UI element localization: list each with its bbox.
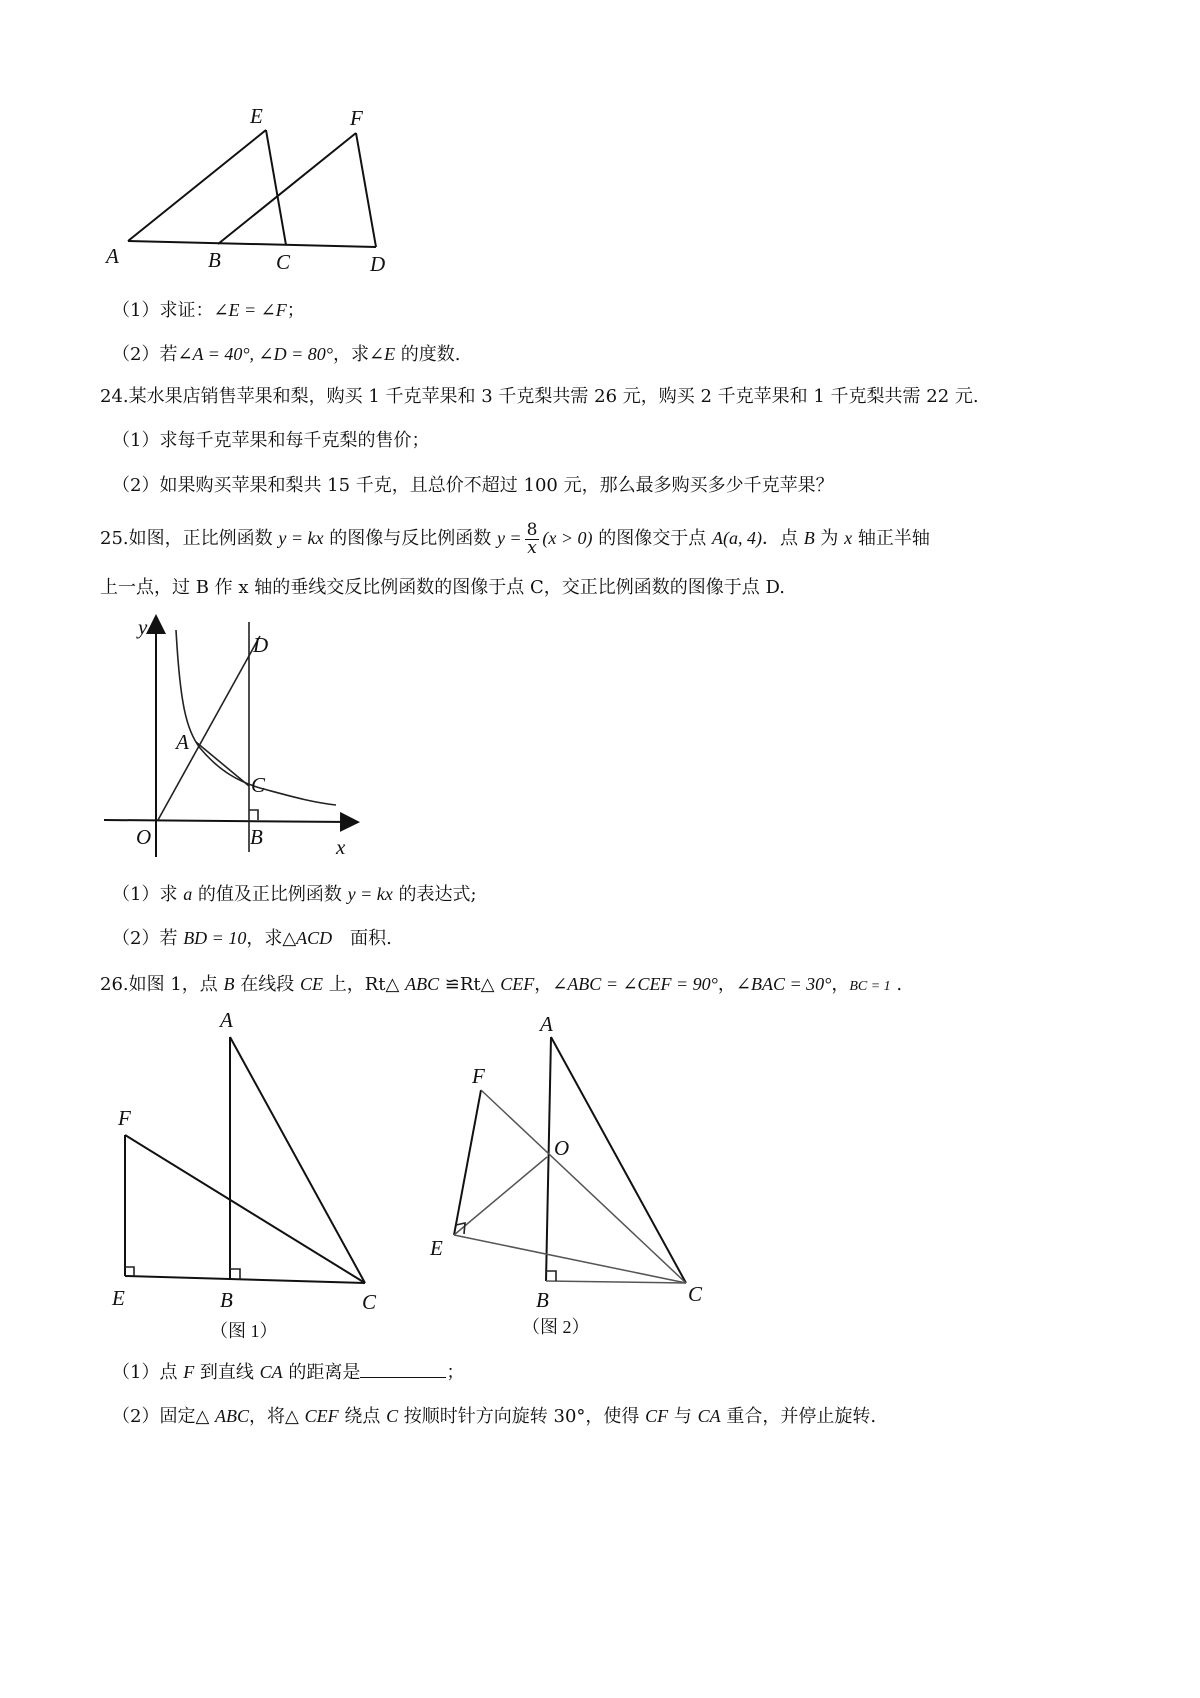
label-b: B — [250, 825, 263, 849]
q25-part2-text: ，求△ — [246, 928, 297, 949]
label-a: A — [540, 1012, 553, 1036]
line-y-kx — [158, 636, 260, 820]
q26-math: ABC — [405, 974, 440, 994]
q23-part2-math: ∠A = 40°, ∠D = 80° — [177, 344, 333, 364]
label-f: F — [472, 1064, 485, 1088]
q23-part2-suffix: 的度数. — [395, 344, 461, 365]
q26-math-bc: BC = 1 — [849, 979, 891, 994]
q25-part2-math: BD = 10 — [183, 928, 247, 948]
q26-part1-math-ca: CA — [259, 1362, 283, 1382]
fraction-denominator: x — [527, 537, 537, 558]
label-a: A — [106, 244, 119, 268]
q23-part2-math2: ∠E — [368, 344, 396, 364]
q25-math-domain: (x > 0) — [542, 528, 593, 548]
q23-part1-text: （1）求证： — [112, 300, 214, 321]
q26-math: ∠BAC = 30° — [735, 974, 832, 994]
q26-part1-text: （1）点 — [112, 1362, 184, 1383]
segment-ae — [128, 130, 266, 241]
q24-stem: 24.某水果店销售苹果和梨，购买 1 千克苹果和 3 千克梨共需 26 元，购买 2 千克苹果和 1 千克梨共需 22 元. — [100, 386, 979, 407]
label-d: D — [370, 252, 386, 276]
label-d: D — [253, 633, 269, 657]
q25-fraction — [525, 519, 540, 558]
segment-ac — [230, 1037, 365, 1283]
q26-figure-2 — [430, 1005, 740, 1345]
q25-math-x: x — [844, 528, 853, 548]
q26-part2-text: 按顺时针方向旋转 30°，使得 — [398, 1406, 646, 1427]
q26-part2-math: C — [386, 1406, 399, 1426]
q26-part2-text: ，将△ — [249, 1406, 305, 1427]
q26-part2-text: 与 — [668, 1406, 698, 1427]
label-o: O — [136, 825, 152, 849]
q26-text: 上，Rt△ — [323, 974, 406, 995]
answer-blank[interactable] — [360, 1359, 446, 1378]
q25-text: 25.如图，正比例函数 — [100, 528, 279, 549]
q23-part2-mid: ，求 — [332, 344, 369, 365]
segment-fc — [125, 1135, 365, 1283]
label-f: F — [350, 106, 363, 130]
label-e: E — [250, 104, 263, 128]
segment-ac — [196, 742, 249, 786]
q25-math-point-a: A(a, 4) — [711, 528, 762, 548]
q26-figure-1 — [100, 1005, 420, 1345]
right-angle-mark-b — [546, 1271, 556, 1281]
q25-text: 的图像与反比例函数 — [323, 528, 497, 549]
q25-part1 — [112, 880, 477, 909]
segment-ba — [546, 1037, 551, 1281]
q25-part1-math: y = kx — [347, 884, 393, 904]
label-y: y — [138, 615, 148, 639]
q25-part2 — [112, 924, 392, 953]
label-c: C — [251, 773, 266, 797]
q25-part1-text: 的表达式; — [392, 884, 477, 905]
q23-part2 — [112, 340, 461, 369]
q24-part1: （1）求每千克苹果和每千克梨的售价； — [112, 430, 430, 451]
q23-part2-text: （2）若 — [112, 344, 178, 365]
figure-1-caption: （图 1） — [210, 1321, 278, 1341]
q25-stem-line1 — [100, 520, 930, 557]
q26-part1-math-f: F — [183, 1362, 195, 1382]
segment-ec — [125, 1276, 365, 1283]
q26-text: ≌Rt△ — [439, 974, 501, 995]
q23-figure — [100, 95, 420, 285]
q26-part1-text: ； — [446, 1362, 465, 1383]
q26-text: ， — [831, 974, 850, 995]
q26-part2-math: ABC — [215, 1406, 250, 1426]
q26-part2-text: （2）固定△ — [112, 1406, 216, 1427]
q25-text: 为 — [814, 528, 845, 549]
q26-part2 — [112, 1402, 876, 1431]
segment-bf — [218, 133, 356, 244]
label-a: A — [220, 1008, 233, 1032]
label-b: B — [536, 1288, 549, 1312]
x-axis — [104, 820, 350, 822]
q26-part1-text: 的距离是 — [282, 1362, 361, 1383]
q25-graph — [100, 612, 380, 862]
q25-text: 的图像交于点 — [592, 528, 712, 549]
right-angle-mark-e — [125, 1267, 134, 1276]
q25-stem-line2: 上一点，过 B 作 x 轴的垂线交反比例函数的图像于点 C，交正比例函数的图像于点 D. — [100, 577, 785, 598]
q25-text: 轴正半轴 — [852, 528, 930, 549]
label-a: A — [176, 730, 189, 754]
label-c: C — [688, 1282, 703, 1306]
label-b: B — [208, 248, 221, 272]
q25-part1-text: 的值及正比例函数 — [192, 884, 348, 905]
q26-part2-math: CEF — [304, 1406, 339, 1426]
q26-math: CEF — [500, 974, 535, 994]
label-e: E — [112, 1286, 125, 1310]
segment-ec — [266, 130, 286, 245]
q25-text: ．点 — [761, 528, 804, 549]
segment-fd — [356, 133, 376, 247]
q26-text: 26.如图 1，点 — [100, 974, 224, 995]
q26-math: B — [223, 974, 235, 994]
q26-stem — [100, 970, 902, 1001]
q26-text: . — [890, 974, 903, 995]
q26-part2-text: 重合，并停止旋转. — [720, 1406, 877, 1427]
q26-part2-math: CF — [645, 1406, 669, 1426]
q26-text: 在线段 — [234, 974, 300, 995]
label-b: B — [220, 1288, 233, 1312]
q26-text: ， — [534, 974, 553, 995]
q26-text: ， — [717, 974, 736, 995]
q25-part2-text: （2）若 — [112, 928, 184, 949]
segment-ad — [128, 241, 376, 247]
right-angle-mark-b — [230, 1269, 240, 1279]
q26-part1 — [112, 1358, 464, 1387]
q24-part2: （2）如果购买苹果和梨共 15 千克，且总价不超过 100 元，那么最多购买多少千克苹果？ — [112, 475, 834, 496]
q26-math: ∠ABC = ∠CEF = 90° — [552, 974, 718, 994]
segment-bc — [546, 1281, 686, 1283]
segment-eo — [454, 1157, 547, 1235]
q25-part1-text: （1）求 — [112, 884, 184, 905]
q26-part1-text: 到直线 — [194, 1362, 260, 1383]
q25-part2-text: 面积. — [332, 928, 392, 949]
segment-ec — [454, 1235, 686, 1283]
fraction-numerator: 8 — [526, 519, 538, 540]
q26-part2-text: 绕点 — [338, 1406, 387, 1427]
label-o: O — [554, 1136, 570, 1160]
segment-ac — [551, 1037, 686, 1283]
q25-part2-math-acd: ACD — [296, 928, 333, 948]
segment-fe — [454, 1090, 481, 1235]
q25-math-y-kx: y = kx — [278, 528, 324, 548]
right-angle-mark — [249, 810, 258, 820]
label-e: E — [430, 1236, 443, 1260]
q26-math: CE — [299, 974, 323, 994]
q23-part1-suffix: ； — [286, 300, 305, 321]
label-c: C — [362, 1290, 377, 1314]
q25-math-y-eq: y = — [496, 528, 522, 548]
q25-math-b: B — [803, 528, 815, 548]
q23-part1-math: ∠E = ∠F — [213, 300, 287, 320]
figure-2-caption: （图 2） — [522, 1317, 590, 1337]
q26-part2-math: CA — [697, 1406, 721, 1426]
q23-part1 — [112, 296, 305, 325]
label-c: C — [276, 250, 291, 274]
q25-part1-math-a: a — [183, 884, 193, 904]
label-x: x — [336, 835, 346, 859]
label-f: F — [118, 1106, 131, 1130]
